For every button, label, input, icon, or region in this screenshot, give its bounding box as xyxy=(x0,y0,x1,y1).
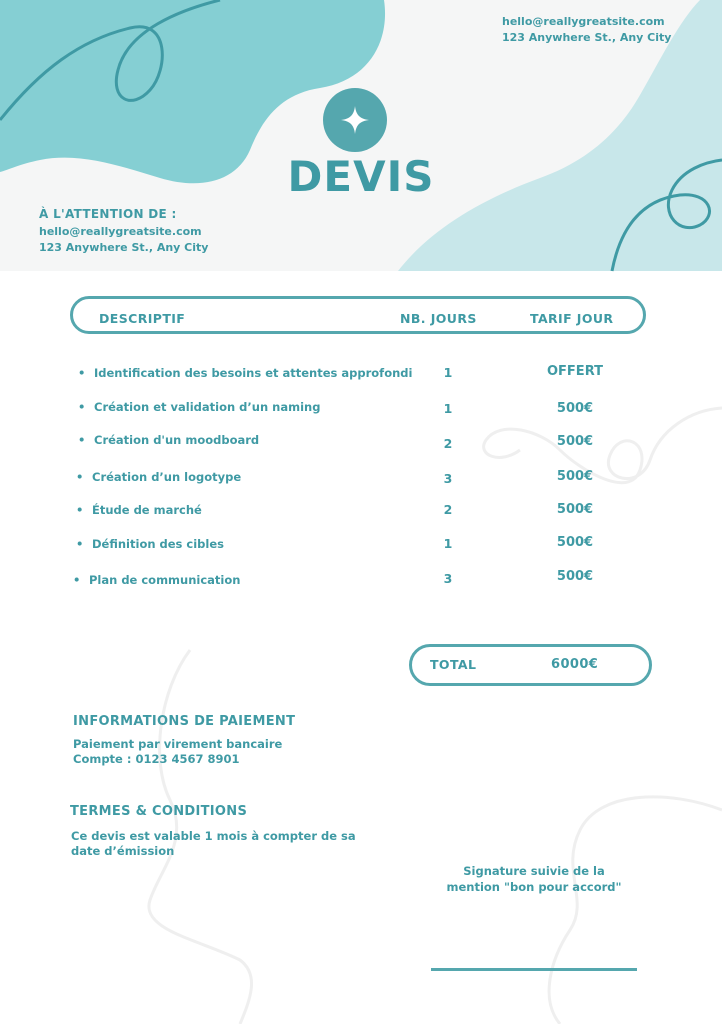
terms-text: Ce devis est valable 1 mois à compter de sa date d’émission xyxy=(71,829,356,858)
payment-title: INFORMATIONS DE PAIEMENT xyxy=(73,714,296,729)
table-row-days: 1 xyxy=(443,401,453,416)
table-row-days: 1 xyxy=(443,536,453,551)
table-row-rate: 500€ xyxy=(556,469,594,484)
table-row-description: • Création d’un logotype xyxy=(76,470,242,484)
signature-instructions: Signature suivie de la mention "bon pour accord" xyxy=(446,864,622,894)
table-row-description: • Création et validation d’un naming xyxy=(78,400,321,414)
table-row-days: 2 xyxy=(443,436,453,451)
table-row-description: • Plan de communication xyxy=(73,573,241,587)
table-row-days: 2 xyxy=(443,502,453,517)
four-point-star-icon xyxy=(339,104,371,136)
sender-address: 123 Anywhere St., Any City xyxy=(502,31,672,44)
table-row-description: • Étude de marché xyxy=(76,503,202,517)
column-header-description: DESCRIPTIF xyxy=(99,311,186,326)
terms-title: TERMES & CONDITIONS xyxy=(70,804,248,819)
table-row-description: • Création d'un moodboard xyxy=(78,433,260,447)
table-row-rate: 500€ xyxy=(556,535,594,550)
table-row-description: • Identification des besoins et attentes approfondi xyxy=(78,366,413,380)
payment-account: Compte : 0123 4567 8901 xyxy=(73,752,240,766)
signature-line xyxy=(431,968,637,971)
sender-email: hello@reallygreatsite.com xyxy=(502,15,665,28)
recipient-address: 123 Anywhere St., Any City xyxy=(39,241,209,254)
table-row-rate: 500€ xyxy=(556,569,594,584)
recipient-label: À L'ATTENTION DE : xyxy=(39,207,177,221)
table-row-days: 3 xyxy=(443,471,453,486)
total-label: TOTAL xyxy=(430,657,477,672)
table-row-rate: 500€ xyxy=(556,401,594,416)
recipient-email: hello@reallygreatsite.com xyxy=(39,225,202,238)
column-header-days: NB. JOURS xyxy=(400,311,477,326)
payment-method: Paiement par virement bancaire xyxy=(73,737,283,751)
column-header-rate: TARIF JOUR xyxy=(530,311,614,326)
table-row-days: 1 xyxy=(443,365,453,380)
table-row-days: 3 xyxy=(443,571,453,586)
page-title: DEVIS xyxy=(287,152,435,201)
table-row-rate: OFFERT xyxy=(547,364,603,379)
table-row-rate: 500€ xyxy=(556,502,594,517)
table-row-rate: 500€ xyxy=(556,434,594,449)
total-value: 6000€ xyxy=(551,657,599,672)
table-row-description: • Définition des cibles xyxy=(76,537,224,551)
